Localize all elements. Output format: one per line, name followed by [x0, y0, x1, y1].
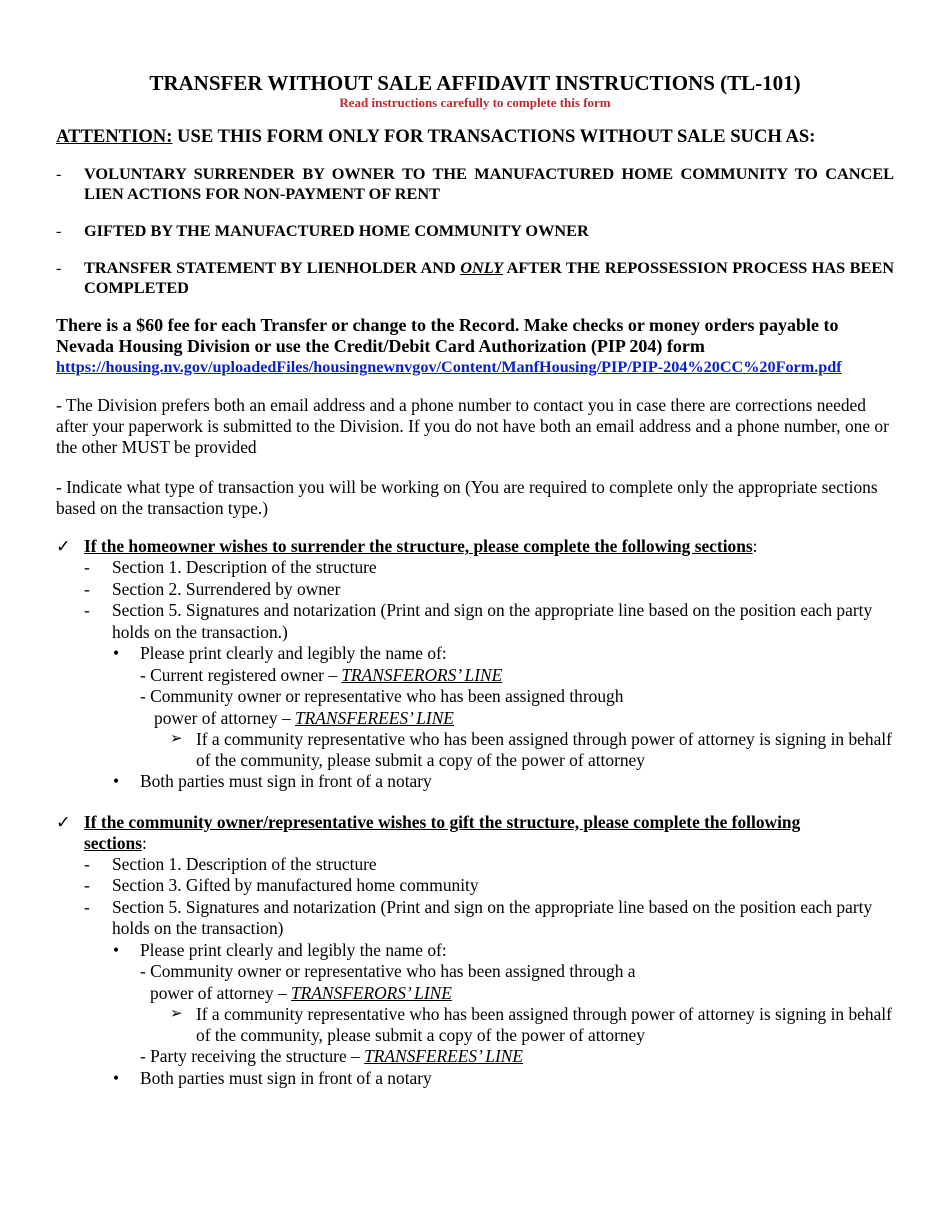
poa-text: power of attorney – [154, 707, 296, 728]
dash-marker: - [56, 221, 62, 240]
dash-marker: - [84, 600, 90, 620]
section-1-text: Section 1. Description of the structure [112, 853, 377, 874]
transaction-text: TRANSFER STATEMENT BY LIENHOLDER AND [84, 258, 461, 277]
list-item [56, 771, 894, 793]
transaction-item-gift [56, 221, 894, 241]
gift-heading-text-end: sections [84, 832, 142, 853]
print-instruction: Please print clearly and legibly the name of: [140, 939, 447, 960]
list-item [56, 940, 894, 962]
bullet-icon: • [113, 939, 120, 960]
surrender-heading [56, 536, 894, 557]
list-item [56, 897, 894, 940]
list-item [56, 686, 894, 708]
section-1-text: Section 1. Description of the structure [112, 557, 377, 577]
dash-marker: - [56, 258, 62, 277]
list-item [56, 643, 894, 665]
arrow-bullet-icon: ➢ [170, 1006, 183, 1022]
arrow-bullet-icon: ➢ [170, 731, 183, 747]
gift-heading-text: If the community owner/representative wishes to gift the structure, please complete the following [84, 811, 801, 832]
surrender-heading-text: If the homeowner wishes to surrender the structure, please complete the following sections [84, 536, 753, 556]
bullet-icon: • [113, 771, 120, 791]
transaction-type-note: - Indicate what type of transaction you will be working on (You are required to complete only the appropriate sections based on the transaction type.) [56, 477, 878, 518]
party-text: - Party receiving the structure – [140, 1046, 365, 1066]
transferors-line-label: TRANSFERORS’ LINE [291, 982, 452, 1003]
attention-text: USE THIS FORM ONLY FOR TRANSACTIONS WITHOUT SALE SUCH AS: [172, 126, 816, 147]
transaction-text-end: AFTER THE REPOSSESSION PROCESS HAS BEEN COMPLETED [84, 258, 895, 297]
list-item [56, 1068, 894, 1090]
list-item [56, 1046, 894, 1068]
instructions-page [56, 70, 894, 1089]
list-item [56, 579, 894, 601]
dash-marker: - [84, 896, 90, 917]
attention-heading [56, 125, 894, 149]
bullet-icon: • [113, 643, 120, 663]
notary-note: Both parties must sign in front of a notary [140, 771, 432, 791]
dash-marker: - [84, 875, 90, 895]
dash-marker: - [56, 164, 62, 183]
owner-text: - Current registered owner – [140, 664, 342, 685]
section-3-text: Section 3. Gifted by manufactured home community [112, 875, 479, 895]
transferees-line-label: TRANSFEREES’ LINE [364, 1046, 523, 1066]
transferees-line-label: TRANSFEREES’ LINE [295, 707, 454, 728]
poa-note: If a community representative who has been assigned through power of attorney is signing in behalf of the community, please submit a copy of the power of attorney [196, 729, 892, 770]
poa-note: If a community representative who has been assigned through power of attorney is signing in behalf of the community, please submit a copy of the power of attorney [196, 1004, 892, 1045]
section-5-text: Section 5. Signatures and notarization (Print and sign on the appropriate line based on the position each party holds on the transaction.) [112, 600, 873, 642]
transaction-text: VOLUNTARY SURRENDER BY OWNER TO THE MANUFACTURED HOME COMMUNITY TO CANCEL LIEN ACTIONS FOR NON-PAYMENT OF RENT [84, 164, 894, 203]
section-2-text: Section 2. Surrendered by owner [112, 578, 341, 599]
heading-colon: : [141, 832, 147, 853]
checkmark-icon: ✓ [56, 811, 71, 832]
print-instruction: Please print clearly and legibly the name of: [140, 643, 447, 663]
dash-marker: - [84, 853, 90, 874]
pip-204-form-link[interactable]: https://housing.nv.gov/uploadedFiles/housingnewnvgov/Content/ManfHousing/PIP/PIP-204%20CC%20Form.pdf [56, 358, 842, 376]
list-item [56, 708, 894, 730]
transaction-item-lienholder [56, 258, 894, 298]
list-item [56, 665, 894, 687]
dash-marker: - [84, 578, 90, 599]
list-item [56, 983, 894, 1005]
list-item [56, 961, 894, 983]
community-text: - Community owner or representative who has been assigned through a [140, 961, 636, 981]
page-title: TRANSFER WITHOUT SALE AFFIDAVIT INSTRUCTIONS (TL-101) [149, 71, 801, 95]
poa-text: power of attorney – [150, 982, 292, 1003]
transferors-line-label: TRANSFERORS’ LINE [341, 664, 503, 685]
transaction-item-surrender [56, 164, 894, 204]
dash-marker: - [84, 557, 90, 577]
fee-notice: There is a $60 fee for each Transfer or change to the Record. Make checks or money orders payable to Nevada Housing Division or use the Credit/Debit Card Authorization (PIP 204) form [56, 315, 839, 356]
contact-note: - The Division prefers both an email address and a phone number to contact you in case there are corrections needed after your paperwork is submitted to the Division. If you do not have both an email address and a phone number, one or the other MUST be provided [56, 395, 889, 457]
page-subtitle: Read instructions carefully to complete this form [339, 95, 611, 110]
transaction-text: GIFTED BY THE MANUFACTURED HOME COMMUNITY OWNER [84, 221, 589, 240]
community-text: - Community owner or representative who has been assigned through [140, 686, 624, 706]
checkmark-icon: ✓ [56, 536, 71, 556]
gift-heading [56, 812, 894, 854]
list-item [56, 1004, 894, 1046]
bullet-icon: • [113, 1067, 120, 1088]
list-item [56, 600, 894, 643]
list-item [56, 557, 894, 579]
only-emphasis: ONLY [460, 258, 504, 277]
list-item [56, 875, 894, 897]
attention-label: ATTENTION: [56, 126, 173, 147]
list-item [56, 729, 894, 771]
heading-colon: : [752, 536, 758, 556]
list-item [56, 854, 894, 876]
notary-note: Both parties must sign in front of a notary [140, 1067, 432, 1088]
section-5-text: Section 5. Signatures and notarization (Print and sign on the appropriate line based on the position each party holds on the transaction) [112, 896, 873, 938]
